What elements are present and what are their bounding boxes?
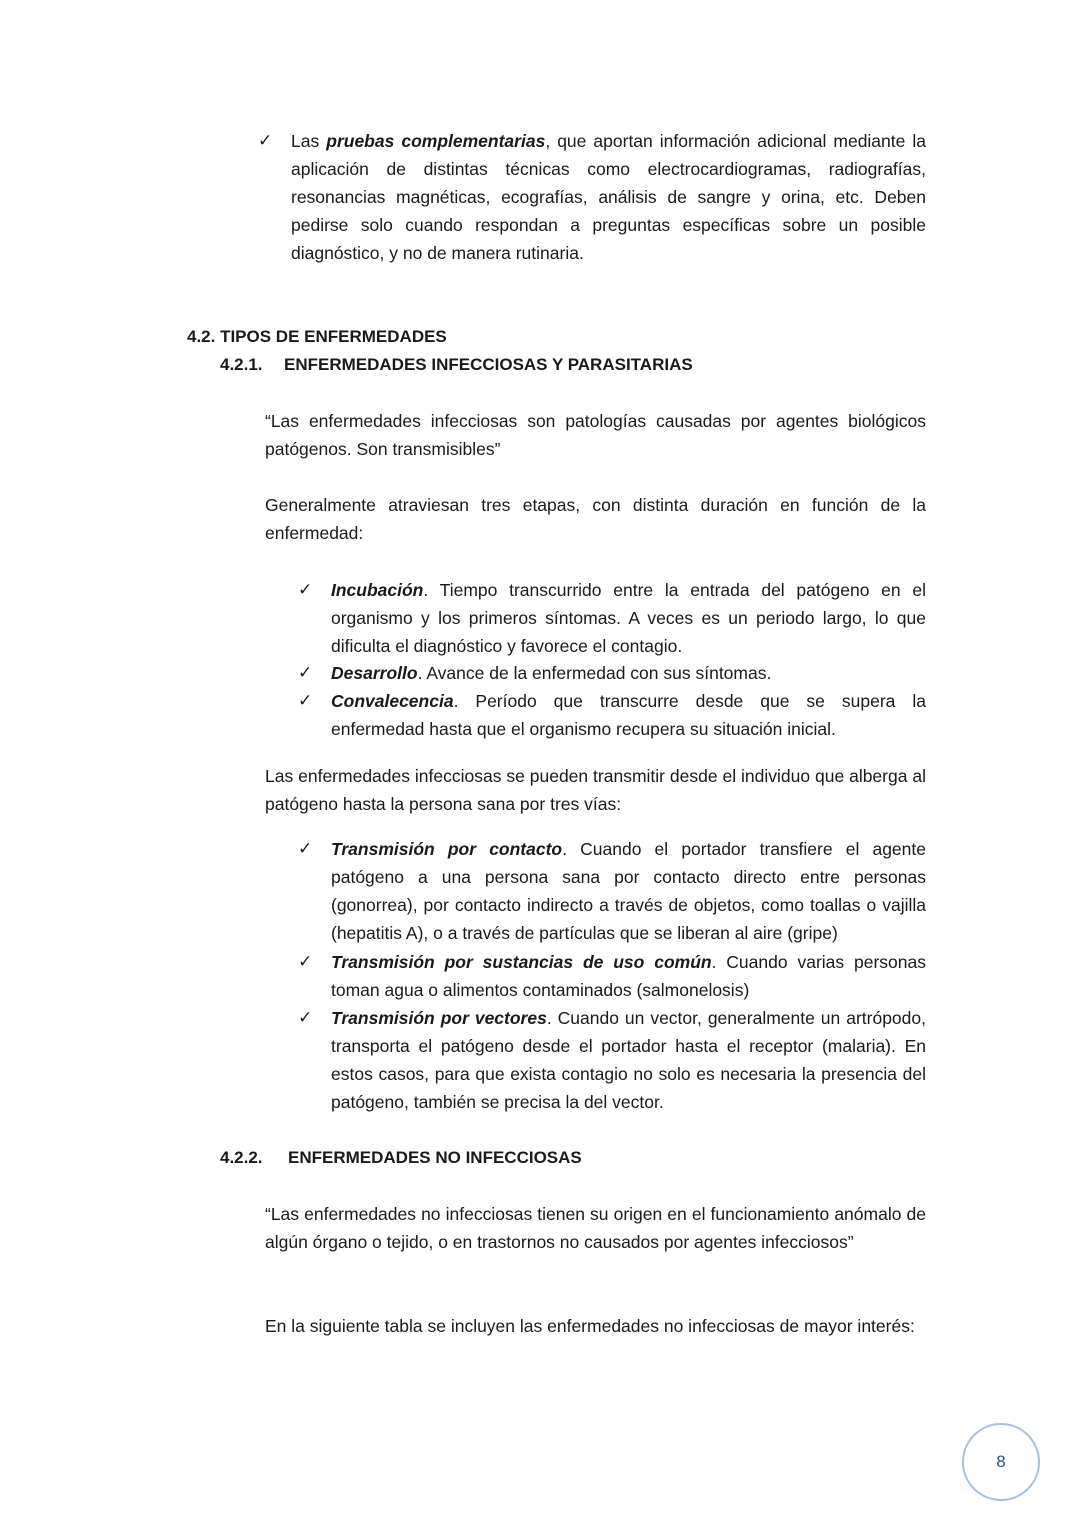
route-item: Transmisión por vectores. Cuando un vector, generalmente un artrópodo, transporta el patógeno desde el portador hasta el receptor (malaria). En estos casos, para que exista contagio no solo es necesaria la presencia del patógeno, también se precisa la del vector. (331, 1008, 926, 1112)
route-item: Transmisión por contacto. Cuando el portador transfiere el agente patógeno a una persona sana por contacto directo entre personas (gonorrea), por contacto indirecto a través de objetos, como toallas o vajilla (hepatitis A), o a través de partículas que se liberan al aire (gripe) (331, 839, 926, 943)
check-icon: ✓ (298, 839, 313, 859)
table-intro: En la siguiente tabla se incluyen las enfermedades no infecciosas de mayor interés: (265, 1316, 915, 1336)
stage-item: Desarrollo. Avance de la enfermedad con sus síntomas. (331, 663, 772, 683)
stages-intro: Generalmente atraviesan tres etapas, con distinta duración en función de la enfermedad: (265, 495, 926, 543)
check-icon: ✓ (298, 663, 313, 683)
noninfectious-definition-quote: “Las enfermedades no infecciosas tienen su origen en el funcionamiento anómalo de algún órgano o tejido, o en trastornos no causados por agentes infecciosos” (265, 1204, 926, 1252)
stage-item: Incubación. Tiempo transcurrido entre la entrada del patógeno en el organismo y los primeros síntomas. A veces es un periodo largo, lo que dificulta el diagnóstico y favorece el contagio. (331, 580, 926, 656)
section-title: 4.2. TIPOS DE ENFERMEDADES (187, 327, 447, 346)
subsection-1-title: ENFERMEDADES INFECCIOSAS Y PARASITARIAS (284, 355, 693, 374)
check-icon: ✓ (298, 691, 313, 711)
stage-item: Convalecencia. Período que transcurre desde que se supera la enfermedad hasta que el organismo recupera su situación inicial. (331, 691, 926, 739)
page-number-badge (962, 1423, 1040, 1501)
page-number: 8 (996, 1452, 1006, 1471)
subsection-2-number: 4.2.2. (220, 1148, 263, 1167)
transmission-intro: Las enfermedades infecciosas se pueden transmitir desde el individuo que alberga al patógeno hasta la persona sana por tres vías: (265, 766, 926, 814)
infectious-definition-quote: “Las enfermedades infecciosas son patologías causadas por agentes biológicos patógenos. Son transmisibles” (265, 411, 926, 459)
check-icon: ✓ (298, 580, 313, 600)
check-icon: ✓ (258, 131, 273, 151)
check-icon: ✓ (298, 952, 313, 972)
intro-item: Las pruebas complementarias, que aportan información adicional mediante la aplicación de distintas técnicas como electrocardiogramas, radiografías, resonancias magnéticas, ecografías, análisis de sangre y orina, etc. Deben pedirse solo cuando respondan a preguntas específicas sobre un posible diagnóstico, y no de manera rutinaria. (291, 131, 927, 263)
subsection-1-number: 4.2.1. (220, 355, 263, 374)
route-item: Transmisión por sustancias de uso común. Cuando varias personas toman agua o alimentos contaminados (salmonelosis) (331, 952, 926, 1000)
subsection-2-title: ENFERMEDADES NO INFECCIOSAS (288, 1148, 582, 1167)
check-icon: ✓ (298, 1008, 313, 1028)
